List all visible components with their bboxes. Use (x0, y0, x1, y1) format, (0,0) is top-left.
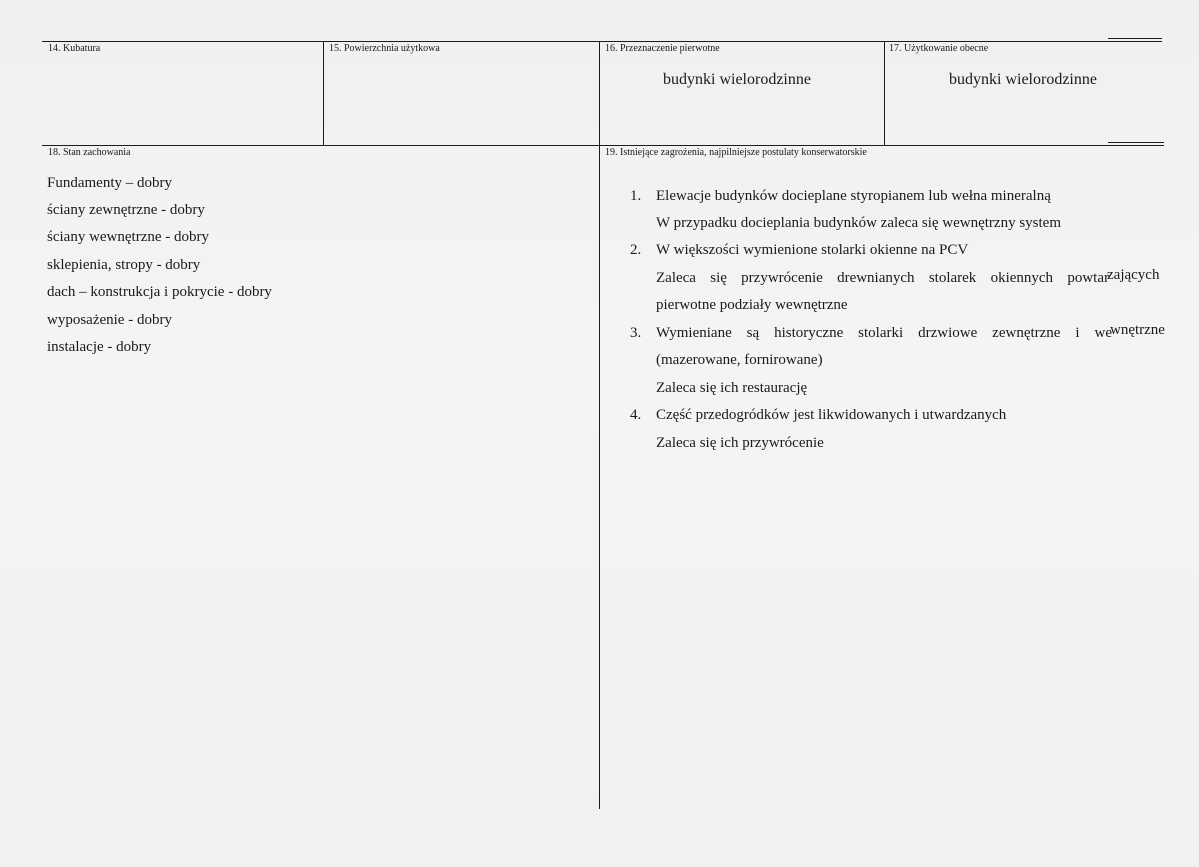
condition-item: instalacje - dobry (47, 339, 152, 355)
threat-4-text: Część przedogródków jest likwidowanych i utwardzanych (656, 407, 1007, 423)
condition-item: ściany wewnętrzne - dobry (47, 229, 210, 245)
threat-3-number: 3. (630, 325, 642, 341)
field-19-label: 19. Istniejące zagrożenia, najpilniejsze postulaty konserwatorskie (605, 147, 867, 158)
top-rule (42, 41, 1162, 42)
divider-16-17 (884, 41, 885, 145)
threat-1-text: W przypadku docieplania budynków zaleca się wewnętrzny system (656, 215, 1061, 231)
edge-mark-middle (1108, 142, 1164, 143)
threat-4-number: 4. (630, 407, 642, 423)
middle-rule (42, 145, 1164, 146)
field-17-label: 17. Użytkowanie obecne (889, 43, 989, 54)
condition-item: sklepienia, stropy - dobry (47, 257, 201, 273)
threat-3-text: (mazerowane, fornirowane) (656, 352, 823, 368)
field-16-value: budynki wielorodzinne (663, 71, 811, 88)
threat-1-number: 1. (630, 188, 642, 204)
threat-2-number: 2. (630, 242, 642, 258)
threat-3-text: Zaleca się ich restaurację (656, 380, 808, 396)
field-18-label: 18. Stan zachowania (48, 147, 131, 158)
threat-2-text-overflow: zających (1107, 267, 1160, 283)
threat-4-text: Zaleca się ich przywrócenie (656, 435, 824, 451)
edge-mark-top (1108, 38, 1162, 39)
field-16-label: 16. Przeznaczenie pierwotne (605, 43, 720, 54)
condition-item: wyposażenie - dobry (47, 312, 172, 328)
condition-item: Fundamenty – dobry (47, 175, 172, 191)
threat-2-text: pierwotne podziały wewnętrzne (656, 297, 848, 313)
condition-item: ściany zewnętrzne - dobry (47, 202, 205, 218)
threat-3-text: Wymieniane są historyczne stolarki drzwiowe zewnętrzne i we (656, 325, 1112, 341)
threat-2-text: W większości wymienione stolarki okienne na PCV (656, 242, 969, 258)
condition-item: dach – konstrukcja i pokrycie - dobry (47, 284, 272, 300)
field-15-label: 15. Powierzchnia użytkowa (329, 43, 440, 54)
field-14-label: 14. Kubatura (48, 43, 101, 54)
divider-center (599, 41, 600, 809)
field-17-value: budynki wielorodzinne (949, 71, 1097, 88)
threat-1-text: Elewacje budynków docieplane styropianem lub wełna mineralną (656, 188, 1051, 204)
threat-2-text: Zaleca się przywrócenie drewnianych stolarek okiennych powtar (656, 270, 1109, 286)
divider-14-15 (323, 41, 324, 145)
threat-3-text-overflow: wnętrzne (1110, 322, 1165, 338)
